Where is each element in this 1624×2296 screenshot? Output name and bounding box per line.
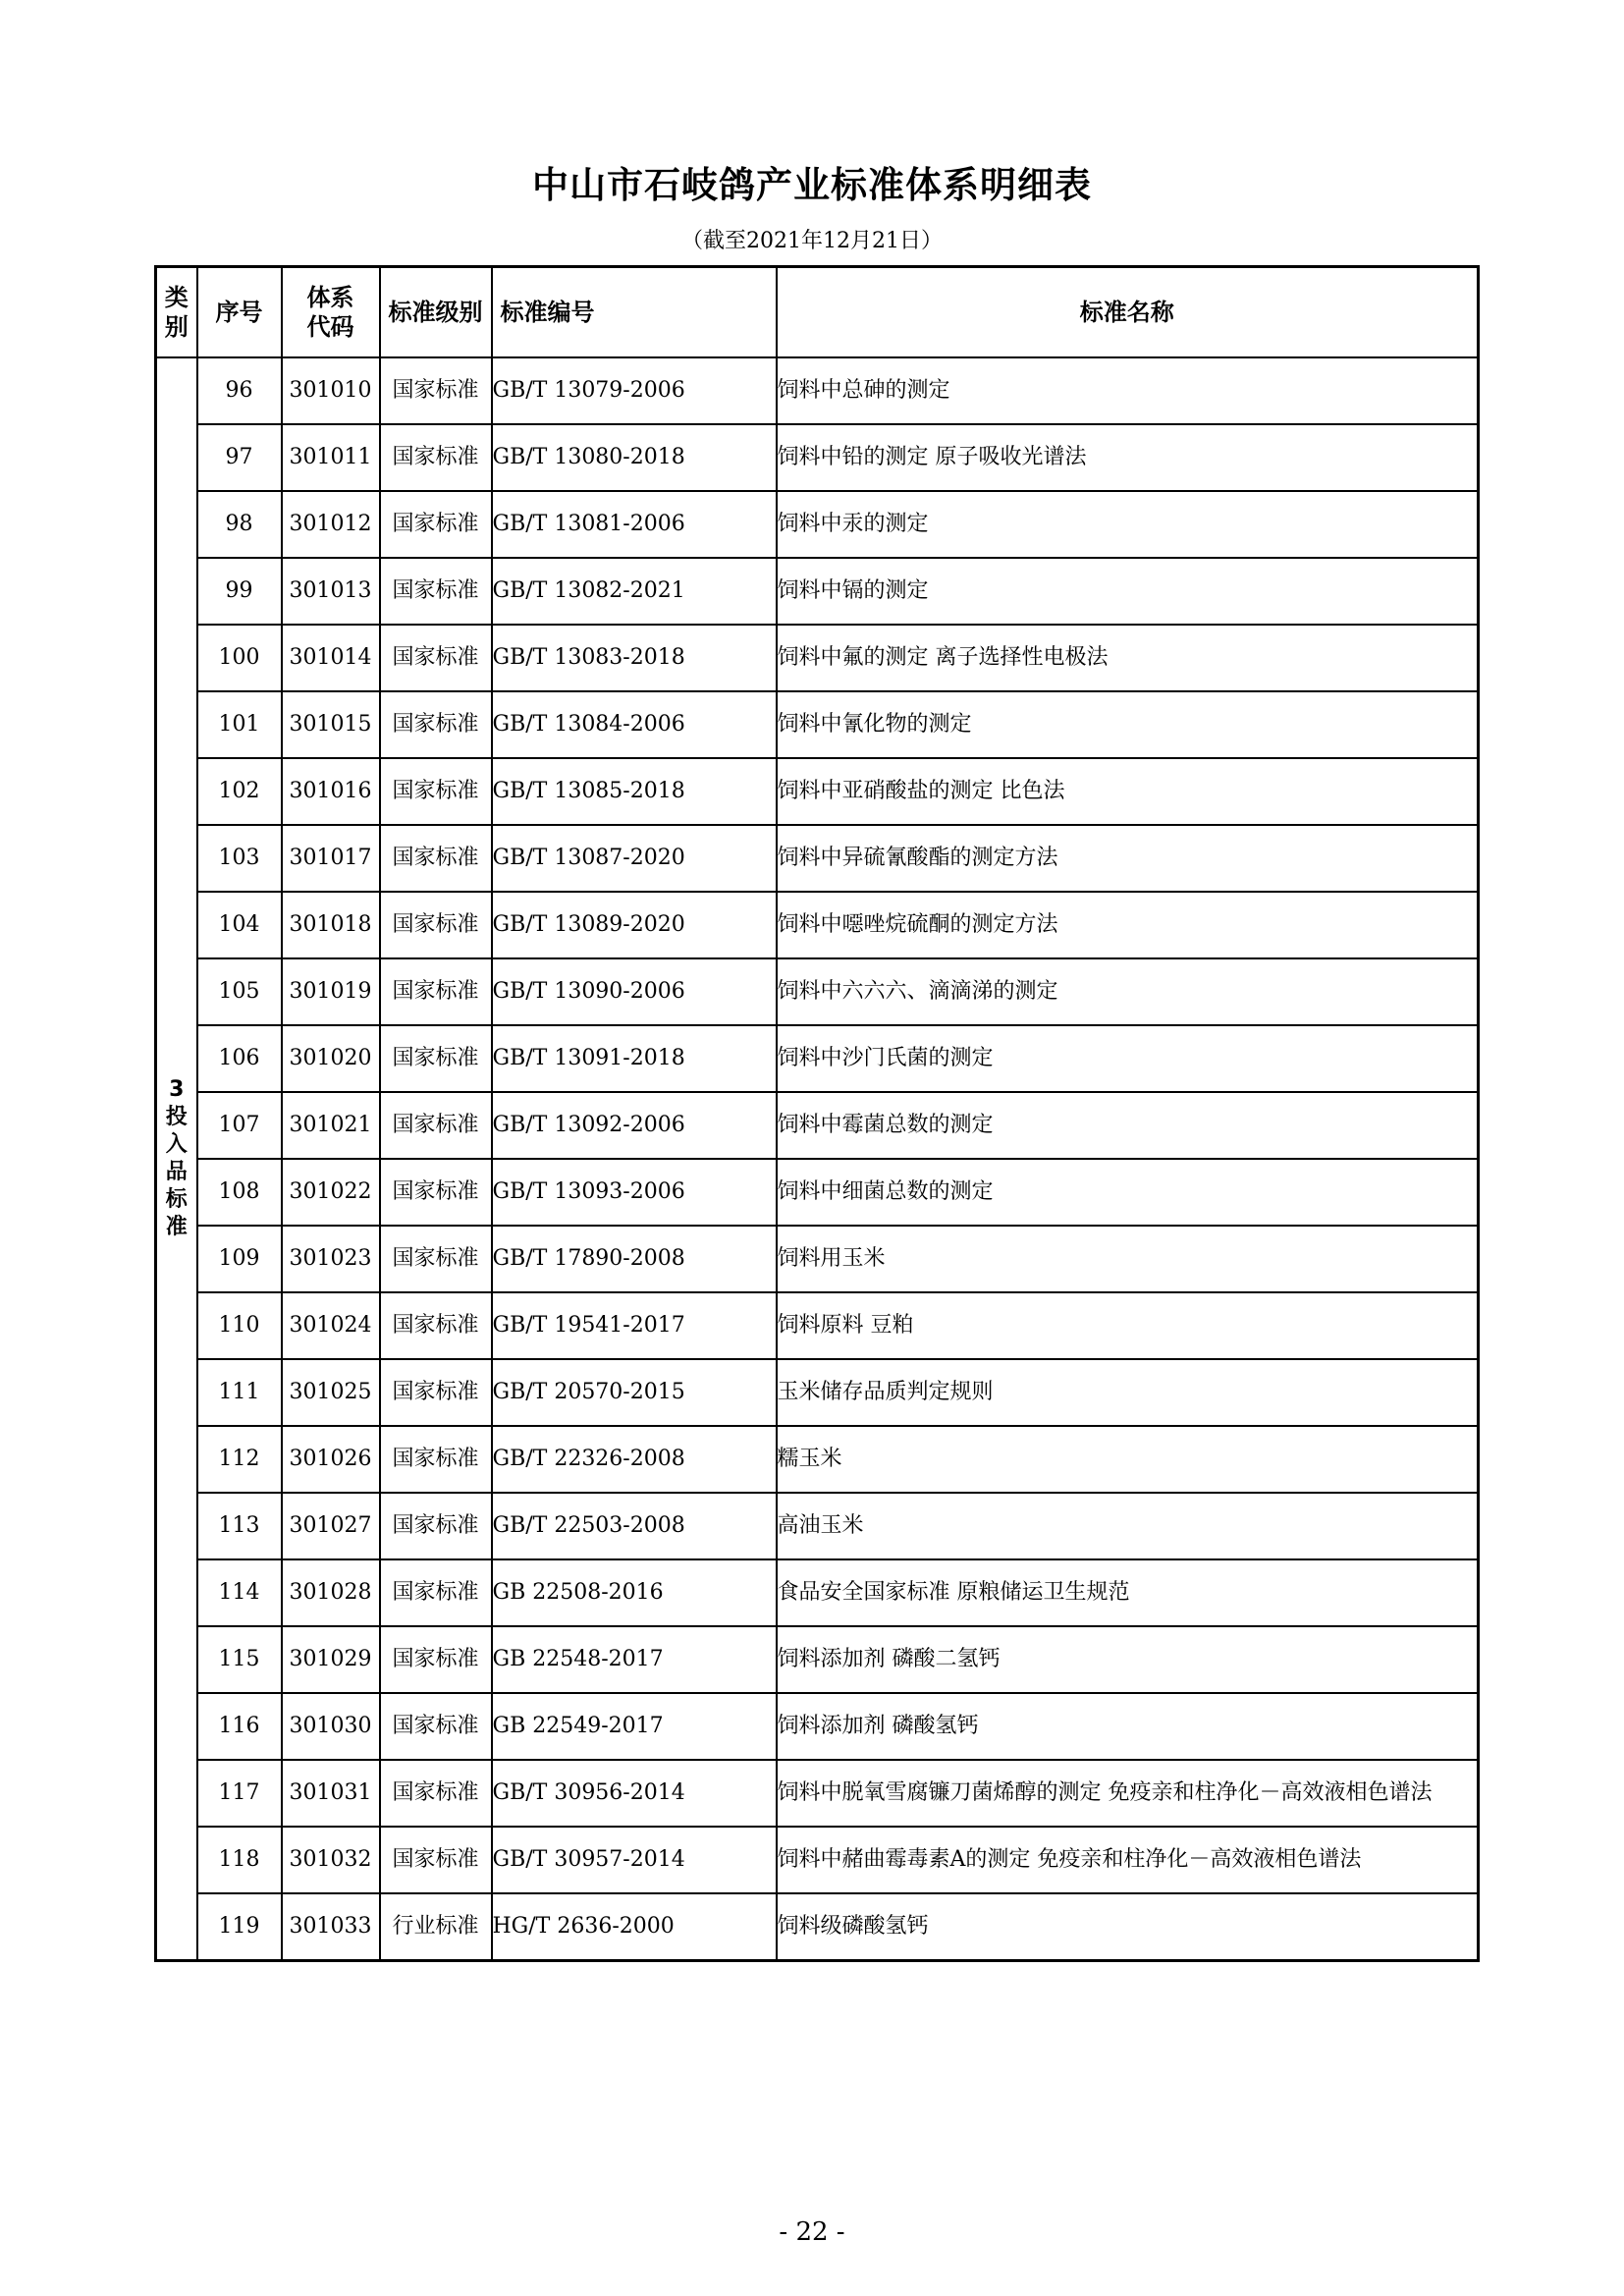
level-cell: 国家标准 xyxy=(380,825,492,892)
system-code-cell: 301014 xyxy=(282,625,380,691)
std-number-cell: GB/T 19541-2017 xyxy=(492,1292,777,1359)
std-number-cell: GB/T 20570-2015 xyxy=(492,1359,777,1426)
table-header-row xyxy=(156,267,1479,358)
std-name-cell: 糯玉米 xyxy=(777,1426,1479,1493)
header-std-name: 标准名称 xyxy=(777,267,1479,358)
seq-cell: 104 xyxy=(197,892,282,958)
system-code-cell: 301017 xyxy=(282,825,380,892)
system-code-cell: 301025 xyxy=(282,1359,380,1426)
table-row xyxy=(156,1226,1479,1292)
system-code-cell: 301018 xyxy=(282,892,380,958)
seq-cell: 109 xyxy=(197,1226,282,1292)
table-row xyxy=(156,1893,1479,1961)
std-name-cell: 饲料中赭曲霉毒素A的测定 免疫亲和柱净化－高效液相色谱法 xyxy=(777,1827,1479,1893)
level-cell: 国家标准 xyxy=(380,958,492,1025)
seq-cell: 97 xyxy=(197,424,282,491)
seq-cell: 98 xyxy=(197,491,282,558)
std-name-cell: 饲料中亚硝酸盐的测定 比色法 xyxy=(777,758,1479,825)
table-row xyxy=(156,357,1479,424)
std-number-cell: GB/T 13091-2018 xyxy=(492,1025,777,1092)
seq-cell: 106 xyxy=(197,1025,282,1092)
category-cell: 3投入品标准 xyxy=(156,357,197,1961)
table-row xyxy=(156,825,1479,892)
seq-cell: 111 xyxy=(197,1359,282,1426)
system-code-cell: 301024 xyxy=(282,1292,380,1359)
system-code-cell: 301033 xyxy=(282,1893,380,1961)
level-cell: 国家标准 xyxy=(380,558,492,625)
std-name-cell: 饲料用玉米 xyxy=(777,1226,1479,1292)
table-row xyxy=(156,491,1479,558)
std-name-cell: 饲料中细菌总数的测定 xyxy=(777,1159,1479,1226)
std-number-cell: GB/T 30957-2014 xyxy=(492,1827,777,1893)
level-cell: 国家标准 xyxy=(380,1626,492,1693)
std-name-cell: 饲料级磷酸氢钙 xyxy=(777,1893,1479,1961)
table-row xyxy=(156,1827,1479,1893)
level-cell: 国家标准 xyxy=(380,1426,492,1493)
system-code-cell: 301013 xyxy=(282,558,380,625)
table-row xyxy=(156,1426,1479,1493)
std-name-cell: 饲料添加剂 磷酸氢钙 xyxy=(777,1693,1479,1760)
std-name-cell: 高油玉米 xyxy=(777,1493,1479,1559)
table-row xyxy=(156,1092,1479,1159)
seq-cell: 100 xyxy=(197,625,282,691)
level-cell: 国家标准 xyxy=(380,424,492,491)
seq-cell: 107 xyxy=(197,1092,282,1159)
header-seq: 序号 xyxy=(197,267,282,358)
level-cell: 国家标准 xyxy=(380,625,492,691)
std-name-cell: 饲料中氟的测定 离子选择性电极法 xyxy=(777,625,1479,691)
std-name-cell: 饲料中总砷的测定 xyxy=(777,357,1479,424)
level-cell: 国家标准 xyxy=(380,691,492,758)
level-cell: 国家标准 xyxy=(380,1760,492,1827)
table-row xyxy=(156,892,1479,958)
std-number-cell: GB/T 13084-2006 xyxy=(492,691,777,758)
seq-cell: 116 xyxy=(197,1693,282,1760)
system-code-cell: 301022 xyxy=(282,1159,380,1226)
seq-cell: 112 xyxy=(197,1426,282,1493)
std-number-cell: GB/T 13092-2006 xyxy=(492,1092,777,1159)
std-name-cell: 饲料原料 豆粕 xyxy=(777,1292,1479,1359)
seq-cell: 117 xyxy=(197,1760,282,1827)
table-row xyxy=(156,1292,1479,1359)
system-code-cell: 301026 xyxy=(282,1426,380,1493)
std-number-cell: GB/T 13081-2006 xyxy=(492,491,777,558)
std-number-cell: GB/T 13083-2018 xyxy=(492,625,777,691)
level-cell: 国家标准 xyxy=(380,1159,492,1226)
seq-cell: 96 xyxy=(197,357,282,424)
std-number-cell: GB/T 13079-2006 xyxy=(492,357,777,424)
seq-cell: 113 xyxy=(197,1493,282,1559)
level-cell: 国家标准 xyxy=(380,1292,492,1359)
system-code-cell: 301032 xyxy=(282,1827,380,1893)
std-number-cell: GB/T 13080-2018 xyxy=(492,424,777,491)
seq-cell: 102 xyxy=(197,758,282,825)
header-level: 标准级别 xyxy=(380,267,492,358)
level-cell: 国家标准 xyxy=(380,1025,492,1092)
system-code-cell: 301016 xyxy=(282,758,380,825)
table-row xyxy=(156,758,1479,825)
seq-cell: 118 xyxy=(197,1827,282,1893)
std-name-cell: 饲料添加剂 磷酸二氢钙 xyxy=(777,1626,1479,1693)
table-row xyxy=(156,558,1479,625)
table-row xyxy=(156,1626,1479,1693)
header-system-code: 体系代码 xyxy=(282,267,380,358)
table-body xyxy=(156,357,1479,1961)
table-row xyxy=(156,1025,1479,1092)
table-row xyxy=(156,625,1479,691)
system-code-cell: 301020 xyxy=(282,1025,380,1092)
level-cell: 国家标准 xyxy=(380,1226,492,1292)
page-number: - 22 - xyxy=(779,2217,845,2247)
std-number-cell: GB/T 30956-2014 xyxy=(492,1760,777,1827)
table-row xyxy=(156,1159,1479,1226)
level-cell: 国家标准 xyxy=(380,1092,492,1159)
std-name-cell: 饲料中镉的测定 xyxy=(777,558,1479,625)
seq-cell: 105 xyxy=(197,958,282,1025)
table-row xyxy=(156,424,1479,491)
std-name-cell: 饲料中汞的测定 xyxy=(777,491,1479,558)
std-name-cell: 饲料中氰化物的测定 xyxy=(777,691,1479,758)
std-number-cell: GB 22508-2016 xyxy=(492,1559,777,1626)
header-category: 类别 xyxy=(156,267,197,358)
system-code-cell: 301011 xyxy=(282,424,380,491)
system-code-cell: 301021 xyxy=(282,1092,380,1159)
table-row xyxy=(156,1760,1479,1827)
level-cell: 行业标准 xyxy=(380,1893,492,1961)
system-code-cell: 301010 xyxy=(282,357,380,424)
system-code-cell: 301015 xyxy=(282,691,380,758)
std-name-cell: 饲料中噁唑烷硫酮的测定方法 xyxy=(777,892,1479,958)
level-cell: 国家标准 xyxy=(380,1559,492,1626)
std-name-cell: 饲料中六六六、滴滴涕的测定 xyxy=(777,958,1479,1025)
std-number-cell: GB/T 13090-2006 xyxy=(492,958,777,1025)
seq-cell: 103 xyxy=(197,825,282,892)
table-row xyxy=(156,1493,1479,1559)
std-number-cell: HG/T 2636-2000 xyxy=(492,1893,777,1961)
table-row xyxy=(156,1559,1479,1626)
level-cell: 国家标准 xyxy=(380,1827,492,1893)
std-name-cell: 食品安全国家标准 原粮储运卫生规范 xyxy=(777,1559,1479,1626)
std-name-cell: 饲料中铅的测定 原子吸收光谱法 xyxy=(777,424,1479,491)
std-name-cell: 玉米储存品质判定规则 xyxy=(777,1359,1479,1426)
system-code-cell: 301031 xyxy=(282,1760,380,1827)
std-number-cell: GB 22548-2017 xyxy=(492,1626,777,1693)
seq-cell: 115 xyxy=(197,1626,282,1693)
std-number-cell: GB/T 13085-2018 xyxy=(492,758,777,825)
std-number-cell: GB/T 13089-2020 xyxy=(492,892,777,958)
seq-cell: 101 xyxy=(197,691,282,758)
level-cell: 国家标准 xyxy=(380,491,492,558)
seq-cell: 108 xyxy=(197,1159,282,1226)
table-row xyxy=(156,958,1479,1025)
std-name-cell: 饲料中霉菌总数的测定 xyxy=(777,1092,1479,1159)
std-number-cell: GB 22549-2017 xyxy=(492,1693,777,1760)
seq-cell: 114 xyxy=(197,1559,282,1626)
system-code-cell: 301019 xyxy=(282,958,380,1025)
level-cell: 国家标准 xyxy=(380,892,492,958)
table-row xyxy=(156,1359,1479,1426)
level-cell: 国家标准 xyxy=(380,1493,492,1559)
std-number-cell: GB/T 13082-2021 xyxy=(492,558,777,625)
std-name-cell: 饲料中异硫氰酸酯的测定方法 xyxy=(777,825,1479,892)
system-code-cell: 301029 xyxy=(282,1626,380,1693)
header-std-number: 标准编号 xyxy=(492,267,777,358)
system-code-cell: 301027 xyxy=(282,1493,380,1559)
system-code-cell: 301028 xyxy=(282,1559,380,1626)
table-row xyxy=(156,1693,1479,1760)
std-name-cell: 饲料中沙门氏菌的测定 xyxy=(777,1025,1479,1092)
level-cell: 国家标准 xyxy=(380,1359,492,1426)
level-cell: 国家标准 xyxy=(380,758,492,825)
system-code-cell: 301012 xyxy=(282,491,380,558)
system-code-cell: 301023 xyxy=(282,1226,380,1292)
std-name-cell: 饲料中脱氧雪腐镰刀菌烯醇的测定 免疫亲和柱净化－高效液相色谱法 xyxy=(777,1760,1479,1827)
std-number-cell: GB/T 22326-2008 xyxy=(492,1426,777,1493)
page-title: 中山市石岐鸽产业标准体系明细表 xyxy=(532,164,1092,206)
seq-cell: 99 xyxy=(197,558,282,625)
std-number-cell: GB/T 13087-2020 xyxy=(492,825,777,892)
std-number-cell: GB/T 17890-2008 xyxy=(492,1226,777,1292)
page-subtitle: （截至2021年12月21日） xyxy=(681,229,943,253)
seq-cell: 110 xyxy=(197,1292,282,1359)
standards-table xyxy=(154,265,1480,1962)
system-code-cell: 301030 xyxy=(282,1693,380,1760)
seq-cell: 119 xyxy=(197,1893,282,1961)
level-cell: 国家标准 xyxy=(380,1693,492,1760)
std-number-cell: GB/T 13093-2006 xyxy=(492,1159,777,1226)
level-cell: 国家标准 xyxy=(380,357,492,424)
table-row xyxy=(156,691,1479,758)
std-number-cell: GB/T 22503-2008 xyxy=(492,1493,777,1559)
